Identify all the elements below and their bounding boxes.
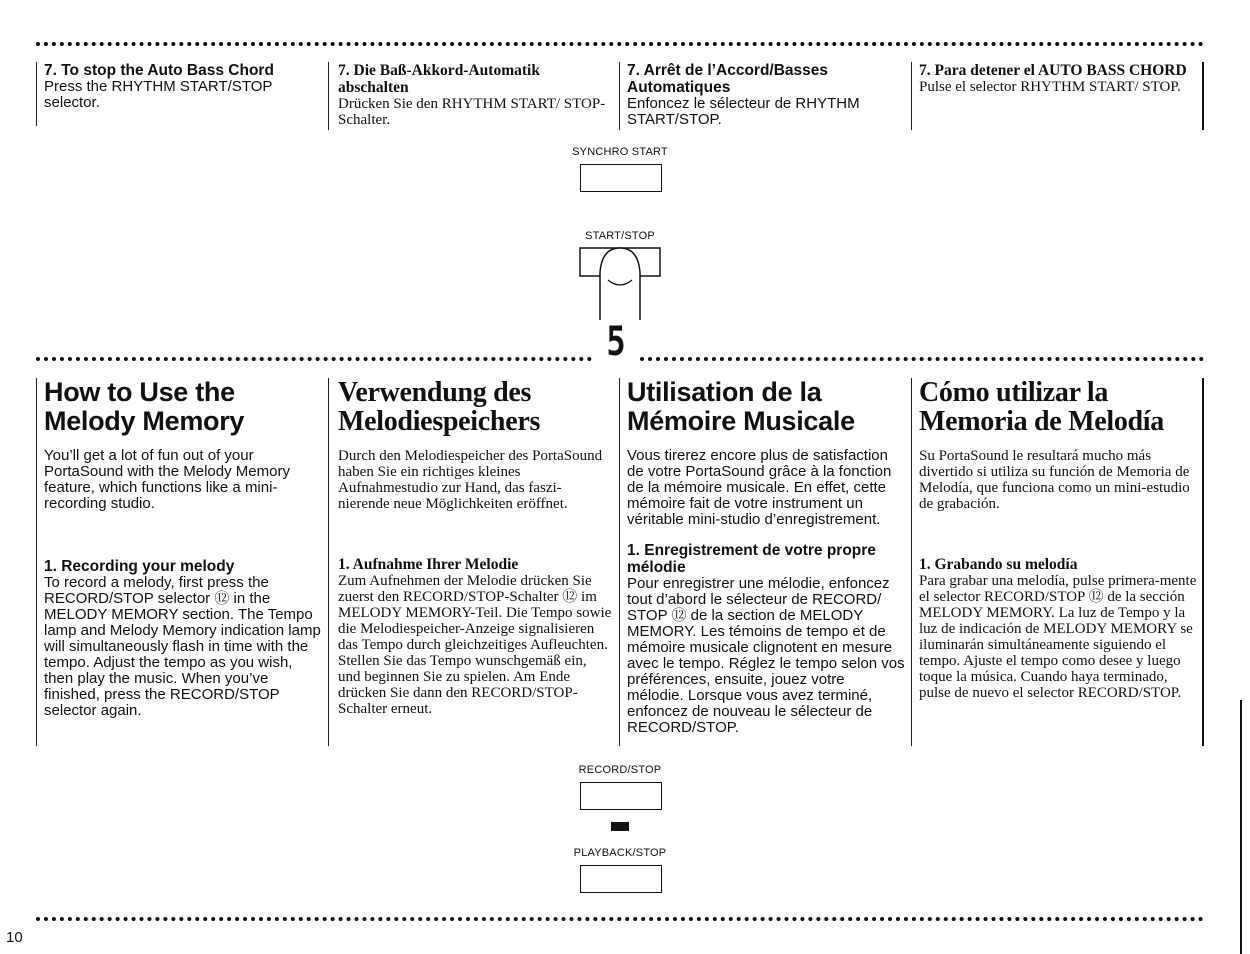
top-section-french bbox=[619, 62, 905, 130]
column-title: Verwendung des Melodiespeichers bbox=[338, 377, 541, 437]
top-section-heading: 7. Para detener el AUTO BASS CHORD bbox=[919, 62, 1187, 79]
page-number: 10 bbox=[6, 929, 23, 946]
record-stop-button bbox=[580, 782, 662, 810]
synchro-start-label: SYNCHRO START bbox=[572, 146, 668, 158]
column-subheading: 1. Grabando su melodía bbox=[919, 556, 1078, 573]
column-subheading: 1. Enregistrement de votre propre mélodie bbox=[627, 542, 876, 576]
top-section-text: Drücken Sie den RHYTHM START/ STOP-Schalter. bbox=[338, 96, 606, 128]
indicator-lamp bbox=[611, 822, 629, 831]
column-subheading: 1. Recording your melody bbox=[44, 558, 235, 575]
column-title: How to Use the Melody Memory bbox=[44, 377, 245, 436]
top-section-heading: 7. Arrêt de l’Accord/Basses Automatiques bbox=[627, 62, 829, 96]
column-subtext: Para grabar una melodía, pulse primera-mente el selector RECORD/STOP ⑫ de la sección MELODY MEMORY. La luz de Tempo y la luz de indicación de MELODY MEMORY se iluminarán simultáneamente siguiendo el tempo. Ajuste el tempo como desee y luego toque la música. Cuando haya terminado, pulse de nuevo el selector RECORD/STOP. bbox=[919, 573, 1197, 701]
column-german bbox=[328, 378, 612, 746]
column-title: Cómo utilizar la Memoria de Melodía bbox=[919, 377, 1164, 437]
top-section-english bbox=[36, 62, 324, 126]
section-dotted-rule-left bbox=[36, 357, 592, 361]
playback-stop-button bbox=[580, 865, 662, 893]
column-subtext: Zum Aufnehmen der Melodie drücken Sie zuerst den RECORD/STOP-Schalter ⑫ im MELODY MEMORY-Teil. Die Tempo sowie die Melodiespeicher-Anzeige signalisieren das Tempo durch gleichzeitiges Aufleuchten. Stellen Sie das Tempo wunschgemäß ein, und beginnen Sie zu spielen. Am Ende drücken Sie dann den RECORD/STOP-Schalter erneut. bbox=[338, 573, 612, 717]
column-spanish bbox=[911, 378, 1203, 746]
top-section-text: Press the RHYTHM START/STOP selector. bbox=[44, 78, 273, 111]
finger-press-illustration bbox=[570, 244, 670, 320]
column-title: Utilisation de la Mémoire Musicale bbox=[627, 377, 855, 436]
finger-icon bbox=[600, 248, 640, 320]
column-intro: Durch den Melodiespeicher des PortaSound haben Sie ein richtiges kleines Aufnahmestudio zur Hand, das faszi-nierende neue Möglichkeiten eröffnet. bbox=[338, 448, 603, 512]
section-dotted-rule-right bbox=[640, 357, 1204, 361]
start-stop-label: START/STOP bbox=[585, 230, 655, 242]
top-section-heading: 7. To stop the Auto Bass Chord bbox=[44, 62, 274, 79]
page-edge-line bbox=[1240, 700, 1242, 954]
bottom-dotted-rule bbox=[36, 917, 1204, 921]
column-intro: You’ll get a lot of fun out of your PortaSound with the Melody Memory feature, which functions like a mini-recording studio. bbox=[44, 447, 290, 512]
synchro-start-button bbox=[580, 164, 662, 192]
column-french bbox=[619, 378, 905, 746]
top-right-column-rule bbox=[1202, 62, 1204, 130]
record-stop-label: RECORD/STOP bbox=[578, 764, 662, 776]
top-section-text: Pulse el selector RHYTHM START/ STOP. bbox=[919, 79, 1181, 95]
column-intro: Vous tirerez encore plus de satisfaction de votre PortaSound grâce à la fonction de la mémoire musicale. En effet, cette mémoire fait de votre instrument un véritable mini-studio d’enregistrement. bbox=[627, 447, 892, 528]
column-subtext: To record a melody, first press the RECORD/STOP selector ⑫ in the MELODY MEMORY section. The Tempo lamp and Melody Memory indication lamp will simultaneously flash in time with the tempo. Adjust the tempo as you wish, then play the music. When you’ve finished, press the RECORD/STOP selector again. bbox=[44, 574, 321, 719]
column-subheading: 1. Aufnahme Ihrer Melodie bbox=[338, 556, 519, 573]
step-number: 5 bbox=[606, 319, 626, 365]
top-section-heading: 7. Die Baß-Akkord-Automatik abschalten bbox=[338, 62, 540, 96]
top-section-spanish bbox=[911, 62, 1203, 130]
column-english bbox=[36, 378, 324, 746]
playback-stop-label: PLAYBACK/STOP bbox=[573, 847, 667, 859]
column-intro: Su PortaSound le resultará mucho más divertido si utiliza su función de Memoria de Melodía, que funciona como un mini-estudio de grabación. bbox=[919, 448, 1190, 512]
top-section-text: Enfoncez le sélecteur de RHYTHM START/STOP. bbox=[627, 95, 860, 128]
main-right-column-rule bbox=[1202, 378, 1204, 746]
column-subtext: Pour enregistrer une mélodie, enfoncez tout d’abord le sélecteur de RECORD/ STOP ⑫ de la section de MELODY MEMORY. Les témoins de tempo et de mémoire musicale clignotent en mesure avec le tempo. Réglez le tempo selon vos préférences, ensuite, jouez votre mélodie. Lorsque vous avez terminé, enfoncez de nouveau le sélecteur de RECORD/STOP. bbox=[627, 575, 905, 736]
top-dotted-rule bbox=[36, 42, 1204, 46]
top-section-german bbox=[328, 62, 612, 130]
